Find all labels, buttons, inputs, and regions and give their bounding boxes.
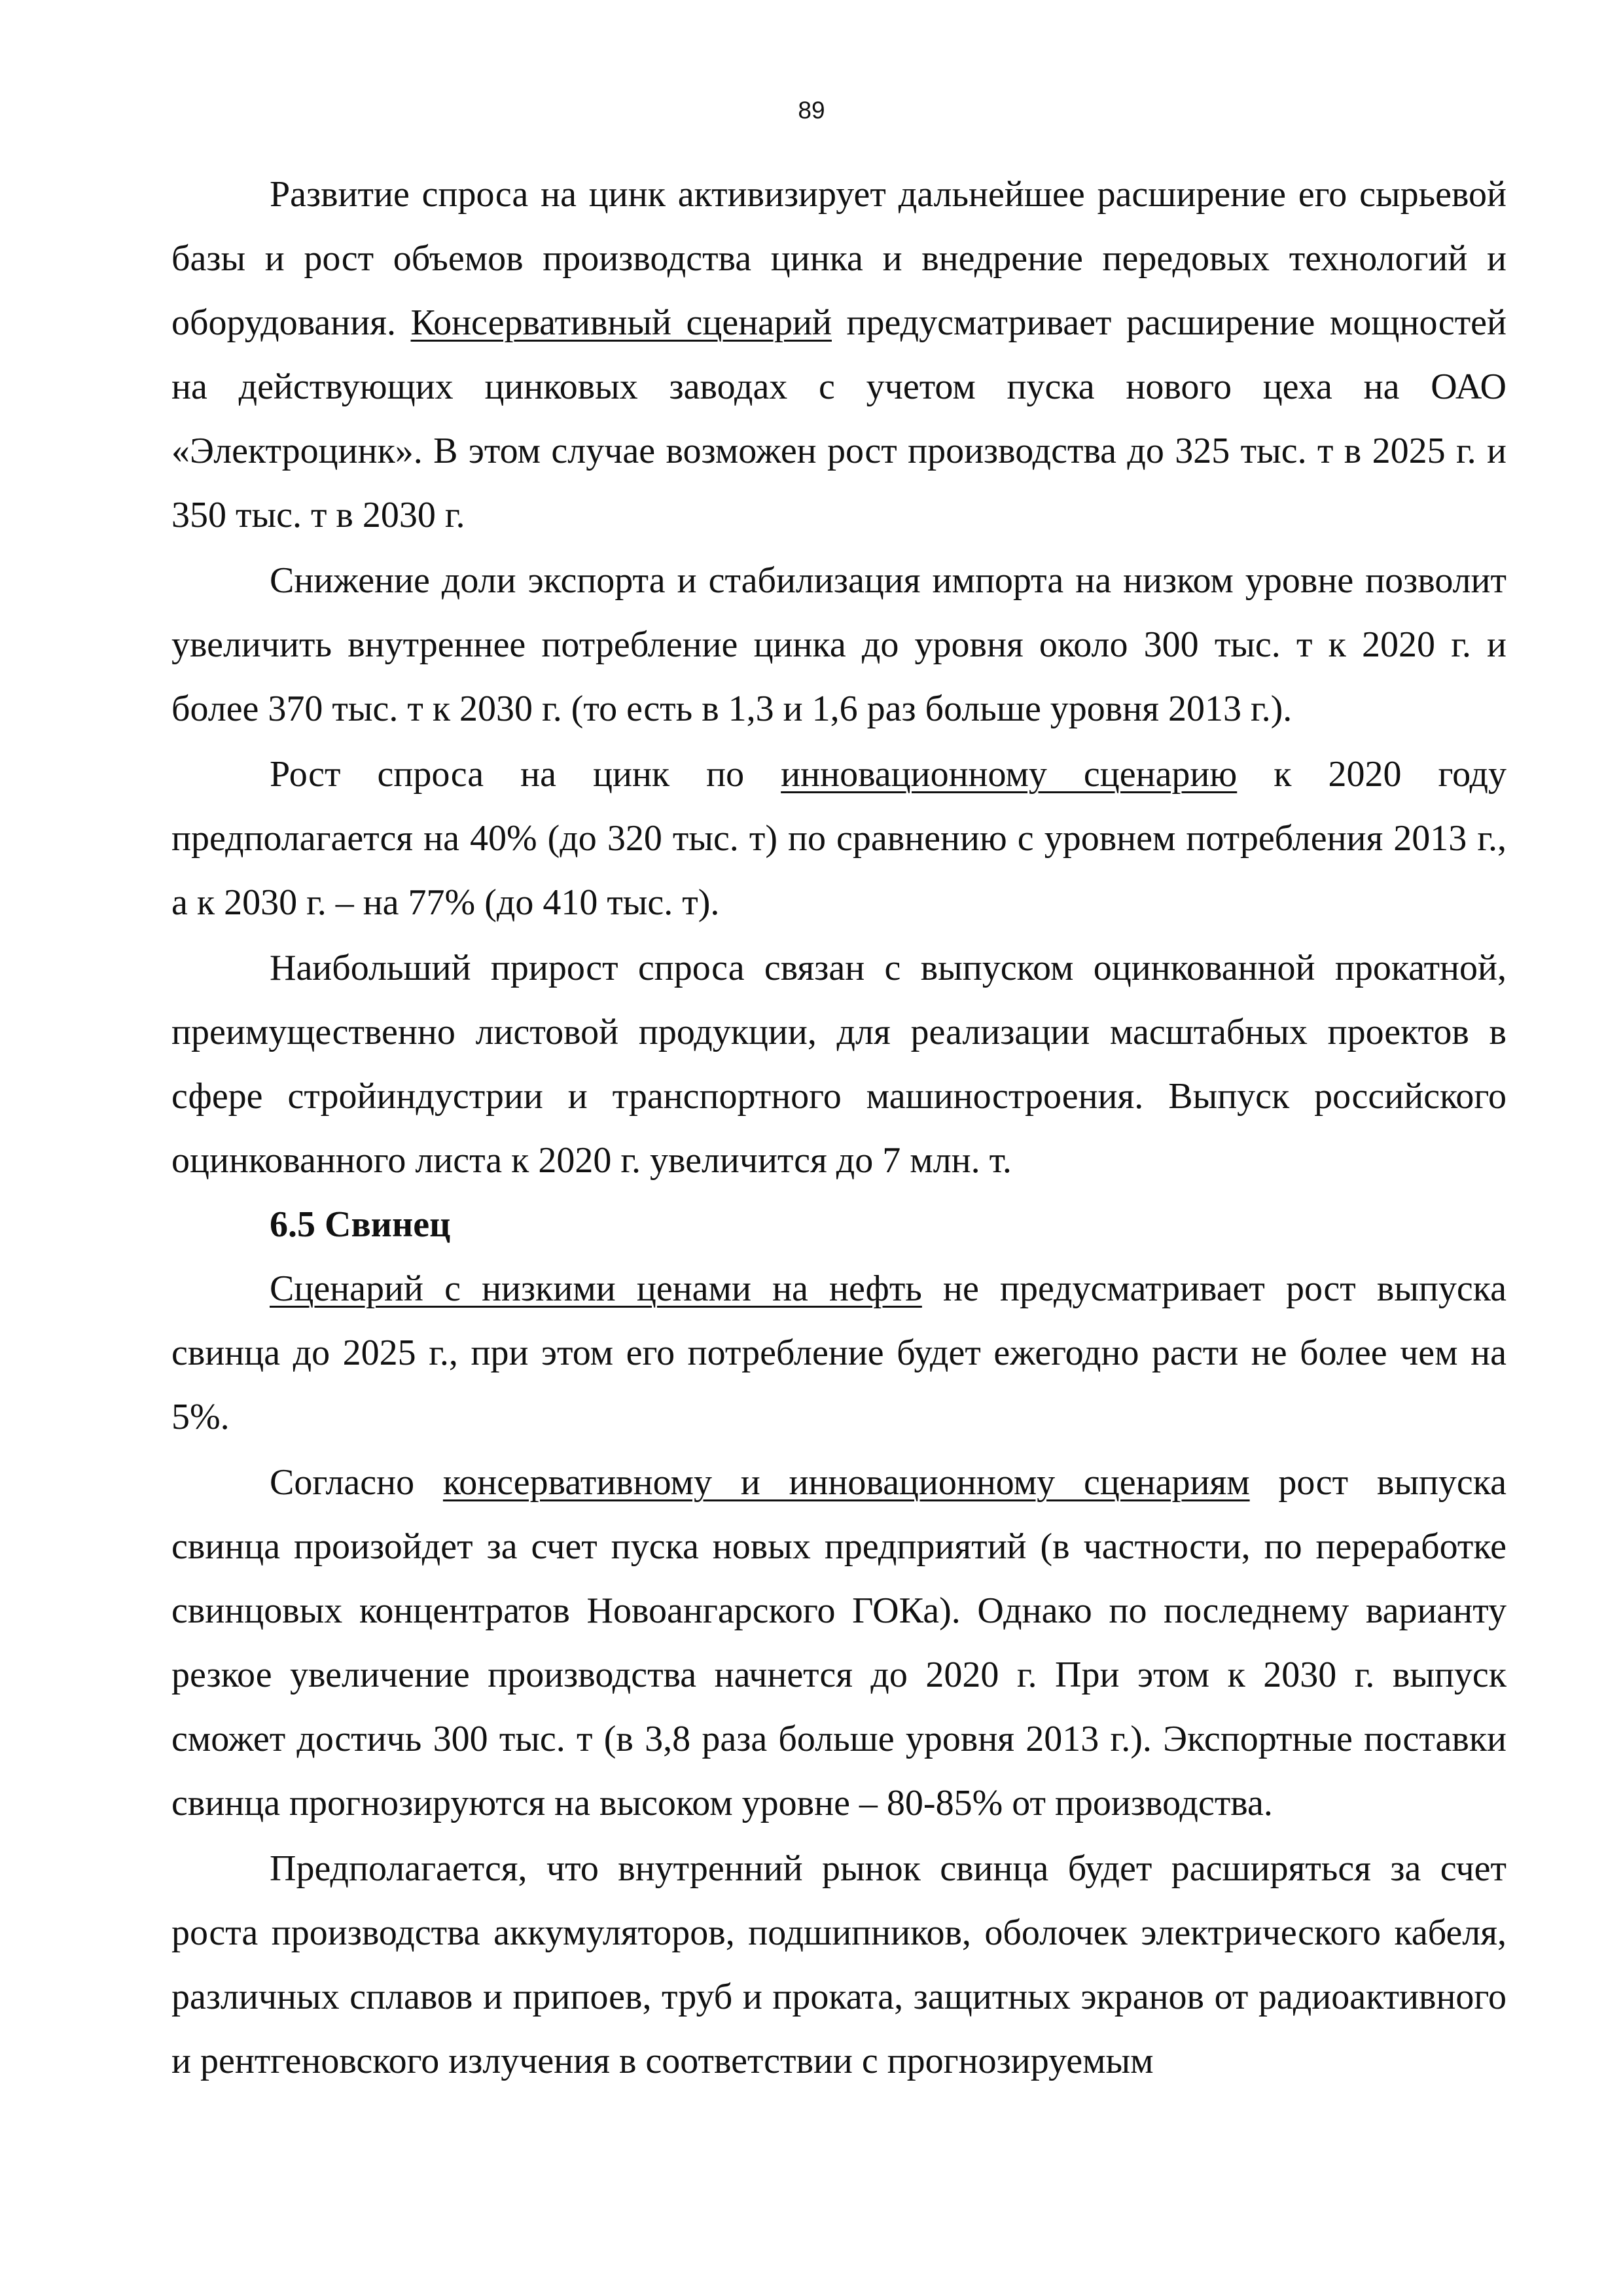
paragraph-low-oil-scenario (171, 1257, 1507, 1449)
paragraph-innovative-zinc (171, 742, 1507, 935)
paragraph-zinc-demand (171, 162, 1507, 547)
paragraph-text: рост выпуска свинца произойдет за счет пуска новых предприятий (в частности, по переработке свинцовых концентратов Новоангарского ГОКа). Однако по последнему варианту резкое увеличение производства начнется до 2020 г. При этом к 2030 г. выпуск сможет достичь 300 тыс. т (в 3,8 раза больше уровня 2013 г.). Экспортные поставки свинца прогнозируются на высоком уровне – 80-85% от производства. (171, 1462, 1507, 1823)
paragraph-lead-growth (171, 1450, 1507, 1835)
paragraph-text: Согласно (270, 1462, 443, 1503)
underlined-term-conservative: Консервативный сценарий (410, 302, 832, 343)
paragraph-text: не предусматривает рост выпуска свинца до 2025 г., при этом его потребление будет ежегодно расти не более чем на 5%. (171, 1268, 1507, 1437)
page-number: 89 (798, 97, 825, 124)
paragraph-galvanized-sheet: Наибольший прирост спроса связан с выпуском оцинкованной прокатной, преимущественно листовой продукции, для реализации масштабных проектов в сфере стройиндустрии и транспортного машиностроения. Выпуск российского оцинкованного листа к 2020 г. увеличится до 7 млн. т. (171, 948, 1507, 1181)
underlined-term-innovative: инновационному сценарию (781, 754, 1238, 795)
paragraph-text: Рост спроса на цинк по (270, 754, 781, 795)
underlined-term-low-oil: Сценарий с низкими ценами на нефть (270, 1268, 922, 1309)
paragraph-domestic-market: Предполагается, что внутренний рынок свинца будет расширяться за счет роста производства аккумуляторов, подшипников, оболочек электрического кабеля, различных сплавов и припоев, труб и проката, защитных экранов от радиоактивного и рентгеновского излучения в соответствии с прогнозируемым (171, 1848, 1507, 2081)
paragraph-text: предусматривает расширение мощностей на действующих цинковых заводах с учетом пуска нового цеха на ОАО «Электроцинк». В этом случае возможен рост производства до 325 тыс. т в 2025 г. и 350 тыс. т в 2030 г. (171, 302, 1507, 535)
paragraph-text: к 2020 году предполагается на 40% (до 320 тыс. т) по сравнению с уровнем потребления 2013 г., а к 2030 г. – на 77% (до 410 тыс. т). (171, 754, 1507, 923)
section-heading-lead: 6.5 Свинец (270, 1204, 451, 1245)
underlined-term-conservative-innovative: консервативному и инновационному сценариям (442, 1462, 1250, 1503)
document-body (171, 162, 1507, 2093)
paragraph-text: Развитие спроса на цинк активизирует дальнейшее расширение его сырьевой базы и рост объемов производства цинка и внедрение передовых технологий и оборудования. (171, 174, 1507, 343)
paragraph-export-import: Снижение доли экспорта и стабилизация импорта на низком уровне позволит увеличить внутреннее потребление цинка до уровня около 300 тыс. т к 2020 г. и более 370 тыс. т к 2030 г. (то есть в 1,3 и 1,6 раз больше уровня 2013 г.). (171, 560, 1507, 729)
